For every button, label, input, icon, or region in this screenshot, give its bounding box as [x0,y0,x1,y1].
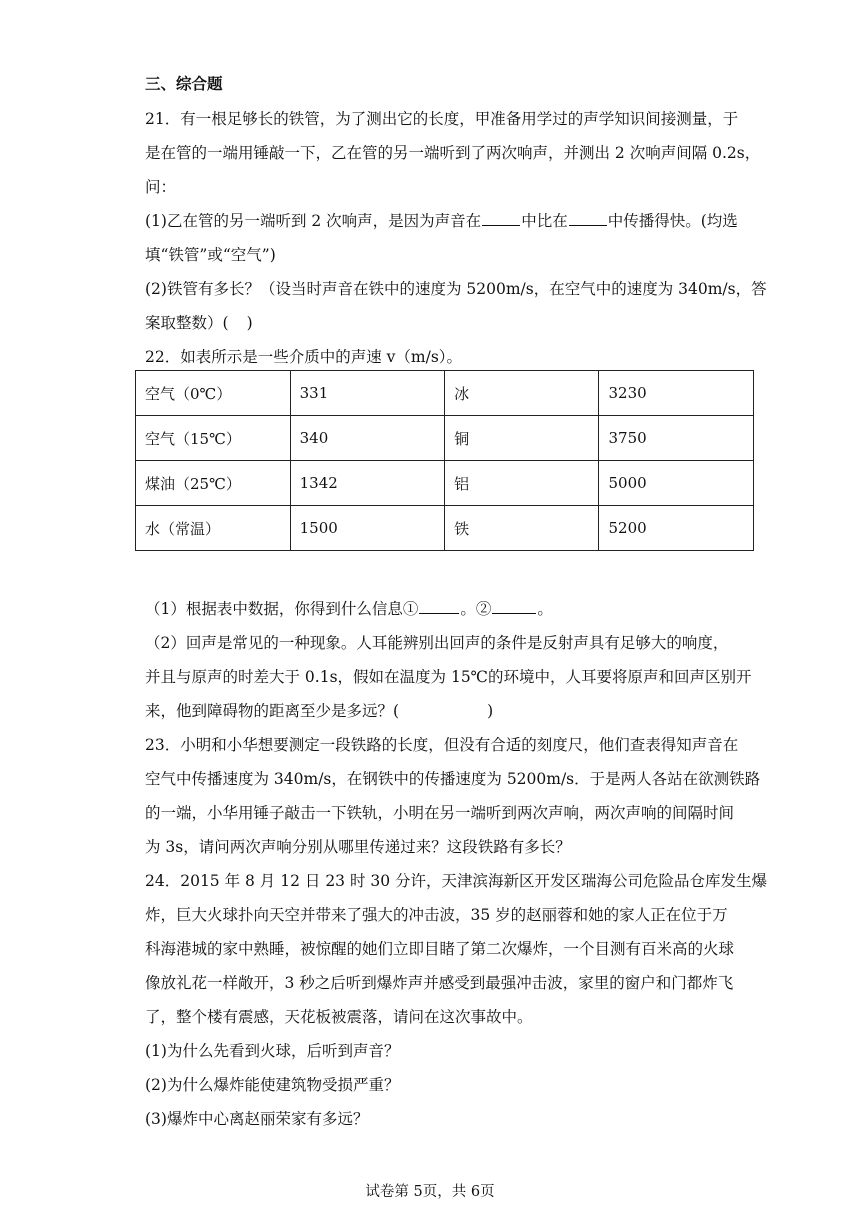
q22-part-1-text-b: 。② [460,600,492,618]
table-cell: 340 [290,416,444,461]
table-row [136,461,754,506]
q21-part-2-text-c: ) [246,314,253,332]
table-cell: 水（常温） [136,506,291,551]
q22-part-1 [145,597,553,619]
answer-blank-2[interactable] [569,211,607,226]
table-cell: 冰 [445,371,599,416]
table-row [136,416,754,461]
q21-part-2: (2)铁管有多长？（设当时声音在铁中的速度为 5200m/s，在空气中的速度为 340m/s，答 [145,280,767,298]
q23-line-2: 空气中传播速度为 340m/s，在钢铁中的传播速度为 5200m/s．于是两人各站在欲测铁路 [145,770,761,788]
sound-speed-table [135,370,754,551]
q24-sub-3: (3)爆炸中心离赵丽荣家有多远？ [145,1110,369,1128]
table-cell: 1342 [290,461,444,506]
q24-line-2: 炸，巨大火球扑向天空并带来了强大的冲击波，35 岁的赵丽蓉和她的家人正在位于万 [145,906,728,924]
table-cell: 空气（0℃） [136,371,291,416]
q21-part-2-cont [145,311,253,333]
answer-blank-1[interactable] [482,211,520,226]
q22-intro: 22．如表所示是一些介质中的声速 v（m/s）。 [145,348,463,366]
answer-blank-3[interactable] [419,599,459,614]
section-title: 三、综合题 [145,75,223,93]
answer-blank-4[interactable] [492,599,536,614]
q24-sub-2: (2)为什么爆炸能使建筑物受损严重？ [145,1076,400,1094]
q21-part-1-text-a: (1)乙在管的另一端听到 2 次响声，是因为声音在 [145,212,482,230]
q22-part-2-line-1: （2）回声是常见的一种现象。人耳能辨别出回声的条件是反射声具有足够大的响度， [145,634,729,652]
table-cell: 空气（15℃） [136,416,291,461]
q21-line-3: 问： [145,178,177,196]
q22-part-2-text-b: ) [487,702,494,720]
q21-part-1-cont: 填“铁管”或“空气”) [145,246,276,264]
q23-line-1: 23．小明和小华想要测定一段铁路的长度，但没有合适的刻度尺，他们查表得知声音在 [145,736,739,754]
q21-part-1-text-c: 中传播得快。(均选 [607,212,738,230]
table-cell: 5200 [599,506,754,551]
q21-part-2-text-b: 案取整数）( [145,314,229,332]
q21-line-2: 是在管的一端用锤敲一下，乙在管的另一端听到了两次响声，并测出 2 次响声间隔 0.2s， [145,144,761,162]
q23-line-3: 的一端，小华用锤子敲击一下铁轨，小明在另一端听到两次声响，两次声响的间隔时间 [145,804,735,822]
table-cell: 5000 [599,461,754,506]
table-cell: 铝 [445,461,599,506]
table-cell: 铜 [445,416,599,461]
table-row [136,371,754,416]
q24-line-4: 像放礼花一样敞开，3 秒之后听到爆炸声并感受到最强冲击波，家里的窗户和门都炸飞 [145,974,734,992]
q21-line-1: 21．有一根足够长的铁管，为了测出它的长度，甲准备用学过的声学知识间接测量，于 [145,110,739,128]
q21-part-1-text-b: 中比在 [521,212,568,230]
q21-part-1 [145,209,738,231]
table-cell: 3230 [599,371,754,416]
q22-part-2-text-a: 来，他到障碍物的距离至少是多远？( [145,702,400,720]
table-row [136,506,754,551]
table-cell: 铁 [445,506,599,551]
table-cell: 331 [290,371,444,416]
table-cell: 煤油（25℃） [136,461,291,506]
q22-part-1-text-c: 。 [537,600,553,618]
sound-speed-table-body [136,371,754,551]
q24-line-1: 24．2015 年 8 月 12 日 23 时 30 分许，天津滨海新区开发区瑞海公司危险品仓库发生爆 [145,872,768,890]
q22-part-1-text-a: （1）根据表中数据，你得到什么信息① [145,600,419,618]
q22-part-2-line-2: 并且与原声的时差大于 0.1s，假如在温度为 15℃的环境中，人耳要将原声和回声区别开 [145,668,752,686]
table-cell: 1500 [290,506,444,551]
q24-line-3: 科海港城的家中熟睡，被惊醒的她们立即目睹了第二次爆炸，一个目测有百米高的火球 [145,940,735,958]
q24-sub-1: (1)为什么先看到火球，后听到声音？ [145,1042,400,1060]
page-footer: 试卷第 5页，共 6页 [365,1184,495,1200]
q23-line-4: 为 3s，请问两次声响分别从哪里传递过来？这段铁路有多长？ [145,838,571,856]
table-cell: 3750 [599,416,754,461]
q22-part-2-line-3 [145,699,493,721]
q24-line-5: 了，整个楼有震感，天花板被震落，请问在这次事故中。 [145,1008,533,1026]
